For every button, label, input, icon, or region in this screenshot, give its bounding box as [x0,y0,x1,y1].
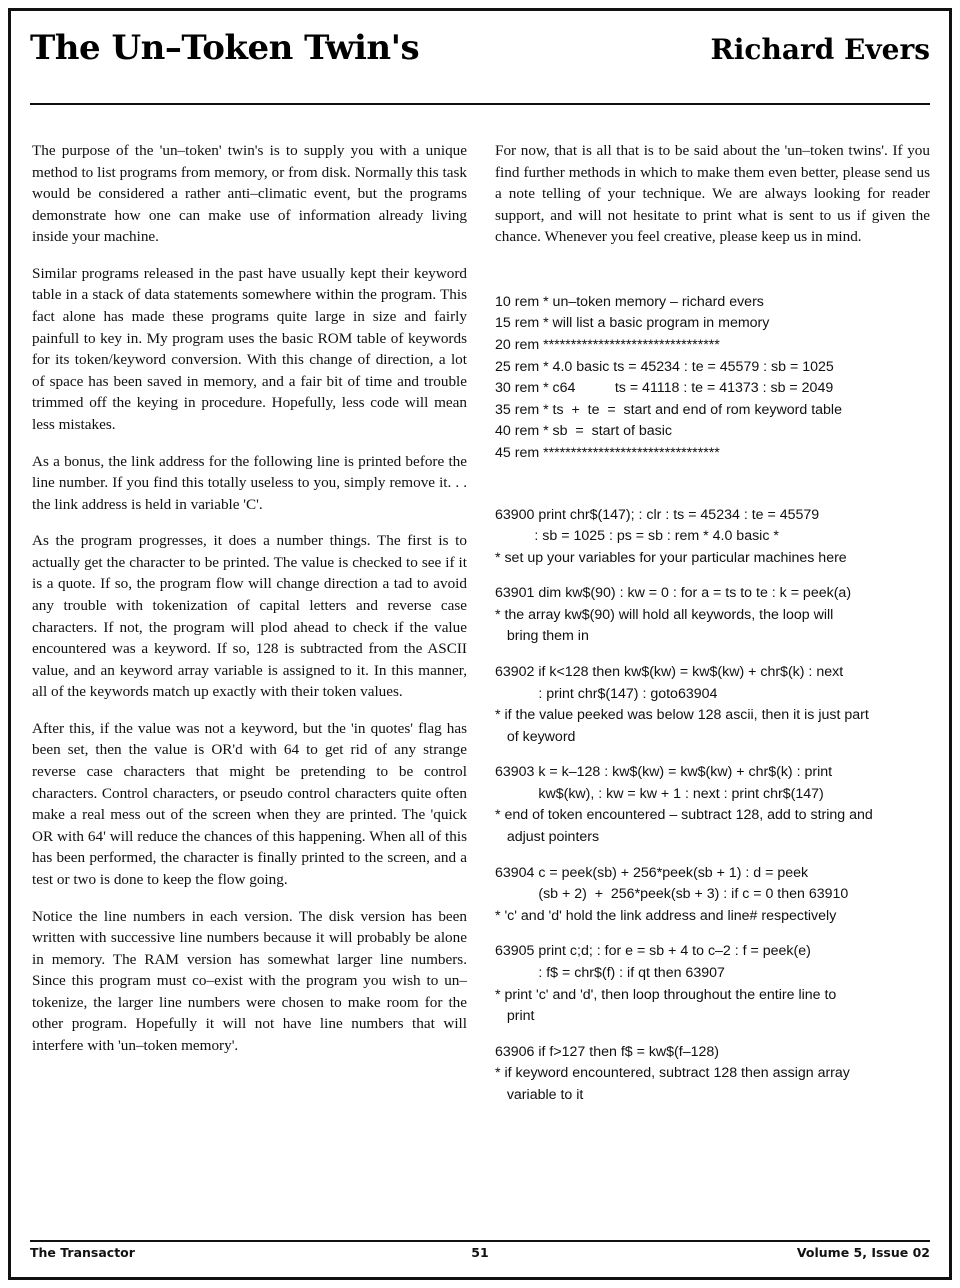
page-title: The Un–Token Twin's [30,28,420,68]
listing-spacer [495,479,930,505]
code-line: 15 rem * will list a basic program in memory [495,315,770,332]
paragraph: After this, if the value was not a keyword, but the 'in quotes' flag has been set, then the value is OR'd with 64 to get rid of any strange reverse case characters that might be pretending to be control characters. Control characters, or pseudo control characters quite often make a real mess out of the screen when they are printed. The 'quick OR with 64' will reduce the chances of this happening. When all of this has been performed, the character is finally printed to the screen, and a test or two is done to keep the flow going. [32,719,467,888]
header-divider [30,103,930,105]
code-comment: * print 'c' and 'd', then loop throughout the entire line to [495,986,837,1003]
code-line: 63900 print chr$(147); : clr : ts = 45234 : te = 45579 [495,506,820,523]
code-listing [495,292,930,1107]
column-left [32,140,467,1198]
code-comment: * end of token encountered – subtract 128, add to string and [495,807,873,824]
code-line: : print chr$(147) : goto63904 [495,685,718,702]
page-border-left [8,8,11,1280]
code-line: 63901 dim kw$(90) : kw = 0 : for a = ts to te : k = peek(a) [495,585,852,602]
code-comment: * if the value peeked was below 128 ascii, then it is just part [495,707,869,724]
paragraph: As the program progresses, it does a number things. The first is to actually get the character to be printed. The value is checked to see if it is a quote. If so, the program flow will change direction a tad to avoid any trouble with tokenization of capital letters and reverse case characters. If not, the program will plod ahead to check if the value encountered was a keyword. If so, 128 is subtracted from the ASCII value, and an keyword array variable is assigned to it. In this manner, all of the keywords match up exactly with their token values. [32,532,467,701]
listing-block [495,583,930,648]
paragraph: The purpose of the 'un–token' twin's is to supply you with a unique method to list programs from memory, or from disk. Normally this task would be considered a rather anti–climatic event, but the programs demonstrate how one can make use of information already living inside your machine. [32,142,467,246]
code-line: 10 rem * un–token memory – richard evers [495,293,764,310]
code-comment: print [495,1008,535,1025]
code-comment: variable to it [495,1086,584,1103]
paragraph: Notice the line numbers in each version. The disk version has been written with successive line numbers because it will probably be alone in memory. The RAM version has somewhat larger line numbers. Since this program must co–exist with the program you wish to un–tokenize, the larger line numbers were chosen to make room for the other program. Hopefully it will not have line numbers that will interfere with 'un–token memory'. [32,907,467,1054]
page-number: 51 [471,1245,489,1260]
code-line: (sb + 2) + 256*peek(sb + 3) : if c = 0 then 63910 [495,886,849,903]
listing-block [495,505,930,570]
footer-divider [30,1240,930,1242]
listing-header-block [495,292,930,465]
code-line: 63902 if k<128 then kw$(kw) = kw$(kw) + chr$(k) : next [495,663,844,680]
page-border-right [949,8,952,1280]
code-comment: * the array kw$(90) will hold all keywords, the loop will [495,606,834,623]
paragraph: For now, that is all that is to be said about the 'un–token twins'. If you find further methods in which to make them even better, please send us a note telling of your technique. We are always looking for reader support, and will not hesitate to print what is sent to us if given the chance. Whenever you feel creative, please keep us in mind. [495,142,930,246]
code-comment: bring them in [495,628,589,645]
code-comment: of keyword [495,728,576,745]
code-comment: * if keyword encountered, subtract 128 then assign array [495,1065,850,1082]
code-line: 40 rem * sb = start of basic [495,423,673,440]
code-comment: * 'c' and 'd' hold the link address and line# respectively [495,907,837,924]
code-line: : f$ = chr$(f) : if qt then 63907 [495,964,725,981]
column-right [495,140,930,1198]
listing-block [495,941,930,1027]
code-line: 35 rem * ts + te = start and end of rom keyword table [495,401,842,418]
page-border-bottom [8,1277,952,1280]
code-line: 63904 c = peek(sb) + 256*peek(sb + 1) : d = peek [495,864,809,881]
code-line: : sb = 1025 : ps = sb : rem * 4.0 basic * [495,528,779,545]
listing-block [495,1042,930,1107]
article-header [30,30,930,98]
listing-spacer [495,266,930,292]
page-footer [30,1240,930,1266]
code-comment: * set up your variables for your particular machines here [495,549,847,566]
footer-issue: Volume 5, Issue 02 [796,1245,930,1260]
paragraph: Similar programs released in the past have usually kept their keyword table in a stack of data statements somewhere within the program. This fact alone has made these programs quite large in size and fairly painfull to key in. My program uses the basic ROM table of keywords for its token/keyword conversion. With this change of direction, a lot of space has been saved in memory, and a fair bit of time and trouble trimmed off the keying in procedure. Hopefully, less code will mean less mistakes. [32,264,467,433]
code-line: 63905 print c;d; : for e = sb + 4 to c–2 : f = peek(e) [495,943,811,960]
code-line: 30 rem * c64 ts = 41118 : te = 41373 : sb = 2049 [495,380,834,397]
page-border-top [8,8,952,11]
code-line: 45 rem ******************************** [495,444,720,461]
code-line: 25 rem * 4.0 basic ts = 45234 : te = 45579 : sb = 1025 [495,358,834,375]
code-line: kw$(kw), : kw = kw + 1 : next : print chr$(147) [495,785,824,802]
code-line: 63906 if f>127 then f$ = kw$(f–128) [495,1043,720,1060]
listing-block [495,762,930,848]
code-comment: adjust pointers [495,829,600,846]
listing-block [495,863,930,928]
footer-publication: The Transactor [30,1245,135,1260]
paragraph: As a bonus, the link address for the following line is printed before the line number. If you find this totally useless to you, simply remove it. . . the link address is held in variable 'C'. [32,452,467,513]
listing-block [495,662,930,748]
article-author: Richard Evers [710,33,930,66]
article-body [32,140,930,1198]
code-line: 63903 k = k–128 : kw$(kw) = kw$(kw) + chr$(k) : print [495,764,833,781]
code-line: 20 rem ******************************** [495,337,720,354]
